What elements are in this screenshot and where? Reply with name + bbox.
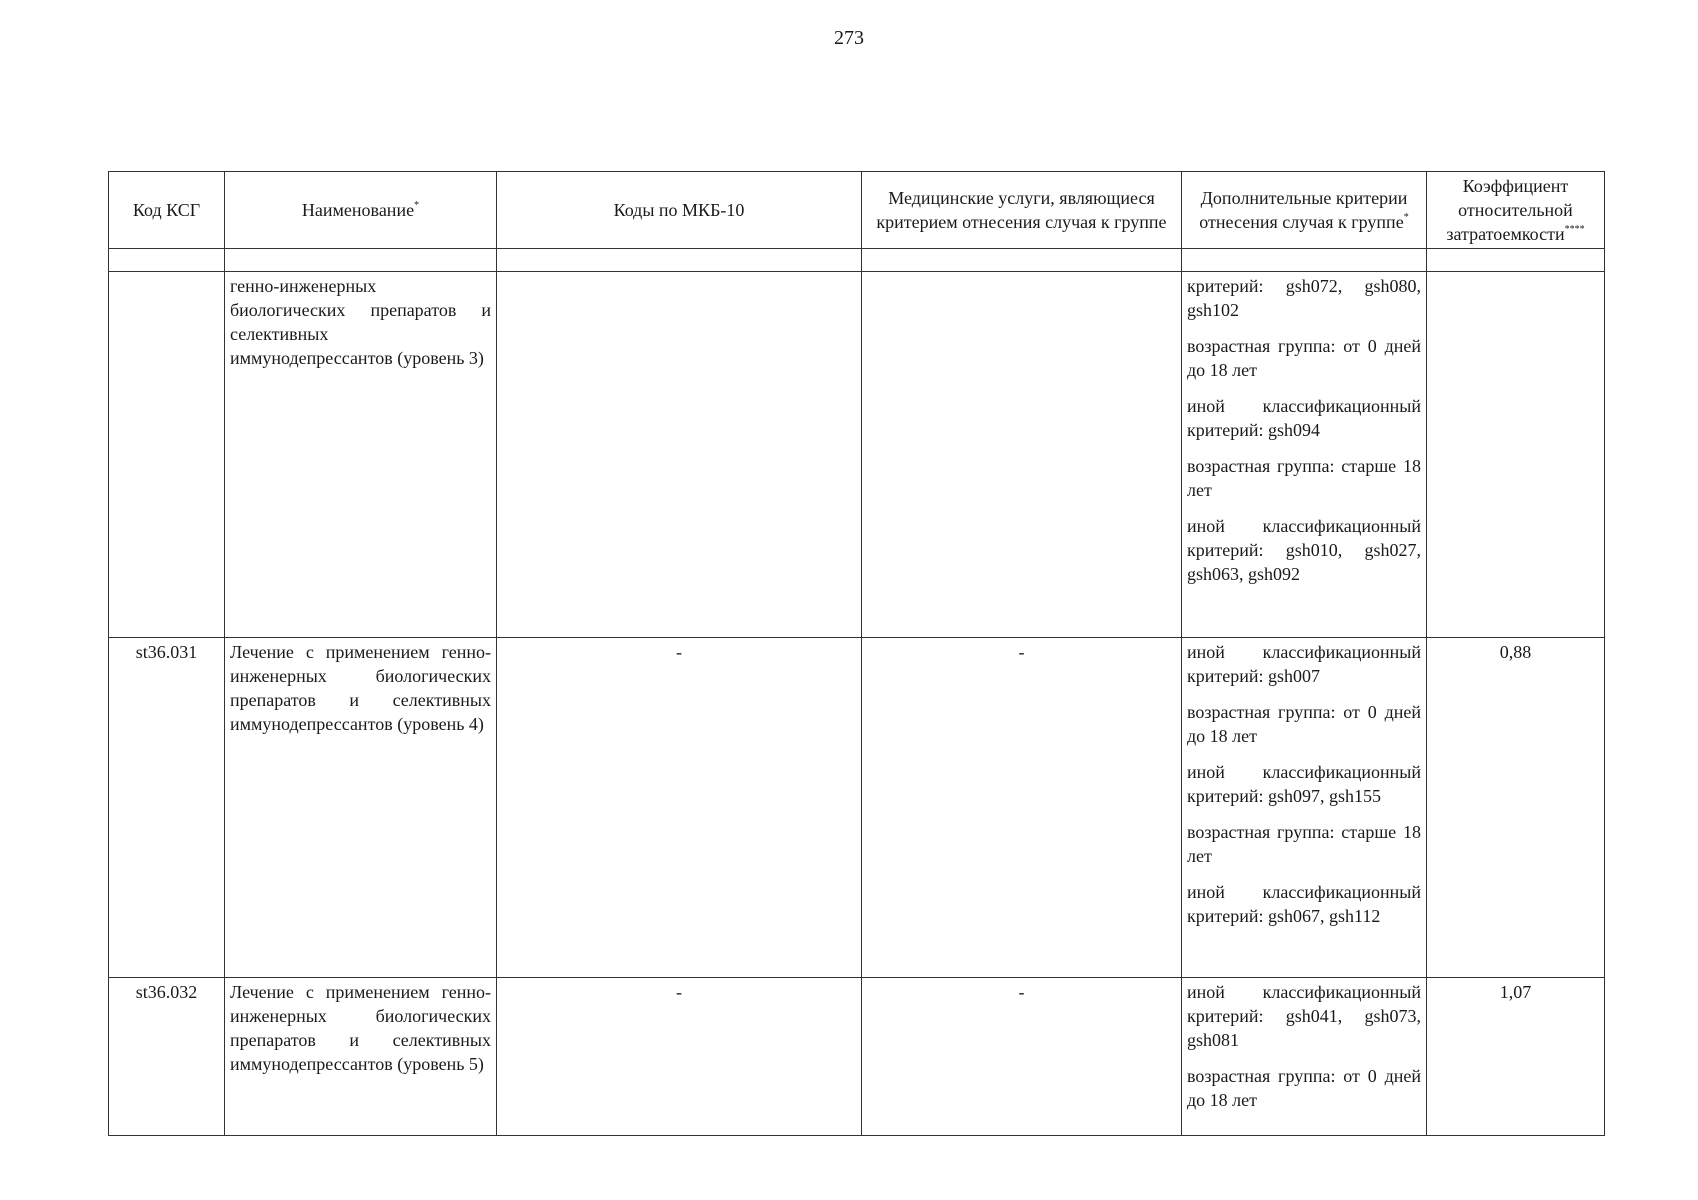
cell-coef: [1427, 272, 1605, 638]
cell-services: [862, 272, 1182, 638]
criterion-item: иной классификационный критерий: gsh094: [1187, 396, 1421, 440]
header-criteria: Дополнительные критерии отнесения случая к группе*: [1182, 172, 1427, 249]
criterion-item: иной классификационный критерий: gsh041, gsh073, gsh081: [1187, 982, 1421, 1050]
criterion-item: возрастная группа: от 0 дней до 18 лет: [1187, 336, 1421, 380]
cell-services: -: [862, 638, 1182, 978]
ksg-table: [108, 171, 1605, 1136]
table-row: [109, 978, 1605, 1136]
cell-mkb: [497, 272, 862, 638]
header-code: Код КСГ: [109, 172, 225, 249]
criterion-item: критерий: gsh072, gsh080, gsh102: [1187, 276, 1421, 320]
cell-services: -: [862, 978, 1182, 1136]
criterion-item: иной классификационный критерий: gsh010, gsh027, gsh063, gsh092: [1187, 516, 1421, 584]
header-name: Наименование*: [225, 172, 497, 249]
footnote-mark: *: [1403, 212, 1409, 223]
criterion-item: иной классификационный критерий: gsh067, gsh112: [1187, 882, 1421, 926]
cell-code: st36.032: [109, 978, 225, 1136]
page-number: 273: [834, 27, 864, 49]
cell-criteria: [1182, 978, 1427, 1136]
criterion-item: возрастная группа: старше 18 лет: [1187, 822, 1421, 866]
cell-coef: 1,07: [1427, 978, 1605, 1136]
table-header-row: [109, 172, 1605, 249]
table-row: [109, 272, 1605, 638]
header-mkb: Коды по МКБ-10: [497, 172, 862, 249]
criterion-item: возрастная группа: от 0 дней до 18 лет: [1187, 702, 1421, 746]
header-spacer-row: [109, 249, 1605, 272]
cell-mkb: -: [497, 638, 862, 978]
cell-mkb: -: [497, 978, 862, 1136]
header-coef: Коэффициент относительной затратоемкости****: [1427, 172, 1605, 249]
footnote-mark: ****: [1564, 224, 1585, 235]
criterion-item: иной классификационный критерий: gsh007: [1187, 642, 1421, 686]
cell-criteria: [1182, 638, 1427, 978]
cell-code: st36.031: [109, 638, 225, 978]
cell-name: Лечение с применением генно-инженерных биологических препаратов и селективных иммунодепрессантов (уровень 5): [225, 978, 497, 1136]
cell-name: генно-инженерных биологических препаратов и селективных иммунодепрессантов (уровень 3): [225, 272, 497, 638]
header-services: Медицинские услуги, являющиеся критерием отнесения случая к группе: [862, 172, 1182, 249]
footnote-mark: *: [414, 200, 420, 211]
table-row: [109, 638, 1605, 978]
criterion-item: возрастная группа: старше 18 лет: [1187, 456, 1421, 500]
cell-criteria: [1182, 272, 1427, 638]
cell-coef: 0,88: [1427, 638, 1605, 978]
criterion-item: возрастная группа: от 0 дней до 18 лет: [1187, 1066, 1421, 1110]
cell-code: [109, 272, 225, 638]
criterion-item: иной классификационный критерий: gsh097, gsh155: [1187, 762, 1421, 806]
cell-name: Лечение с применением генно-инженерных биологических препаратов и селективных иммунодепрессантов (уровень 4): [225, 638, 497, 978]
